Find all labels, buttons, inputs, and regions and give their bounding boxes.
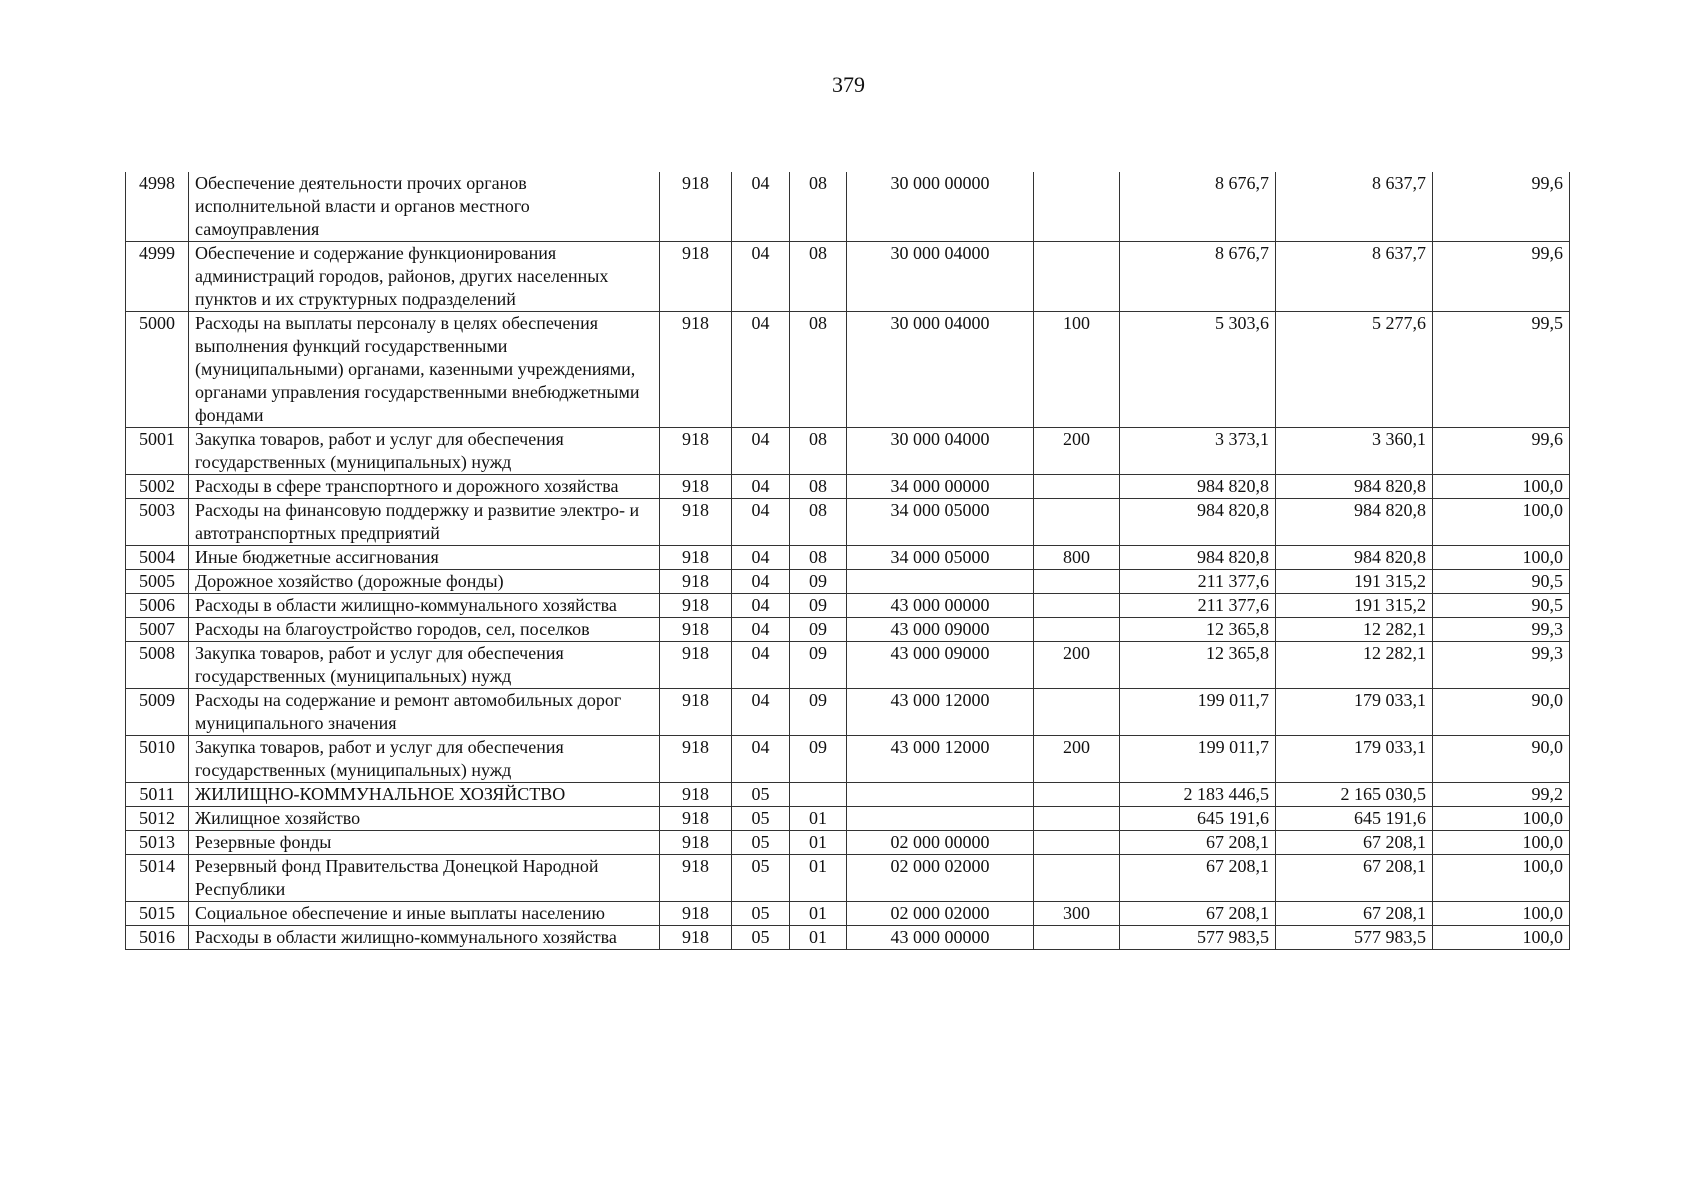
row-target-article: 43 000 09000 bbox=[847, 642, 1034, 689]
row-target-article: 02 000 02000 bbox=[847, 855, 1034, 902]
row-name: Расходы в области жилищно-коммунального хозяйства bbox=[189, 926, 660, 950]
row-name: Расходы на выплаты персоналу в целях обеспечения выполнения функций государственными (муниципальными) органами, казенными учреждениями, органами управления государственными внебюджетными фондами bbox=[189, 312, 660, 428]
row-plan-amount: 5 303,6 bbox=[1120, 312, 1276, 428]
row-target-article: 02 000 02000 bbox=[847, 902, 1034, 926]
row-percent: 100,0 bbox=[1433, 475, 1570, 499]
row-number: 5016 bbox=[126, 926, 189, 950]
row-number: 4999 bbox=[126, 242, 189, 312]
row-actual-amount: 645 191,6 bbox=[1276, 807, 1433, 831]
row-target-article: 43 000 12000 bbox=[847, 689, 1034, 736]
row-expense-type bbox=[1034, 618, 1120, 642]
row-actual-amount: 191 315,2 bbox=[1276, 594, 1433, 618]
row-percent: 100,0 bbox=[1433, 499, 1570, 546]
row-percent: 100,0 bbox=[1433, 807, 1570, 831]
row-section-code: 04 bbox=[732, 172, 790, 242]
row-number: 5002 bbox=[126, 475, 189, 499]
row-target-article: 30 000 00000 bbox=[847, 172, 1034, 242]
row-target-article: 43 000 12000 bbox=[847, 736, 1034, 783]
row-plan-amount: 67 208,1 bbox=[1120, 902, 1276, 926]
row-main-manager-code: 918 bbox=[660, 855, 732, 902]
row-target-article: 43 000 09000 bbox=[847, 618, 1034, 642]
row-actual-amount: 179 033,1 bbox=[1276, 736, 1433, 783]
table-row bbox=[126, 499, 1570, 546]
row-section-code: 04 bbox=[732, 242, 790, 312]
row-percent: 99,6 bbox=[1433, 242, 1570, 312]
row-section-code: 04 bbox=[732, 594, 790, 618]
row-percent: 99,5 bbox=[1433, 312, 1570, 428]
row-section-code: 04 bbox=[732, 642, 790, 689]
row-number: 5009 bbox=[126, 689, 189, 736]
row-number: 5007 bbox=[126, 618, 189, 642]
row-subsection-code: 08 bbox=[790, 428, 847, 475]
row-actual-amount: 8 637,7 bbox=[1276, 172, 1433, 242]
row-plan-amount: 199 011,7 bbox=[1120, 736, 1276, 783]
row-target-article: 30 000 04000 bbox=[847, 312, 1034, 428]
row-main-manager-code: 918 bbox=[660, 618, 732, 642]
row-name: Резервные фонды bbox=[189, 831, 660, 855]
row-section-code: 04 bbox=[732, 618, 790, 642]
row-section-code: 04 bbox=[732, 570, 790, 594]
row-expense-type bbox=[1034, 926, 1120, 950]
row-actual-amount: 984 820,8 bbox=[1276, 475, 1433, 499]
table-row bbox=[126, 428, 1570, 475]
row-percent: 99,3 bbox=[1433, 618, 1570, 642]
row-section-code: 04 bbox=[732, 428, 790, 475]
row-actual-amount: 67 208,1 bbox=[1276, 855, 1433, 902]
row-name: Социальное обеспечение и иные выплаты населению bbox=[189, 902, 660, 926]
row-target-article: 34 000 00000 bbox=[847, 475, 1034, 499]
table-body bbox=[126, 172, 1570, 950]
row-percent: 90,0 bbox=[1433, 736, 1570, 783]
row-expense-type: 200 bbox=[1034, 642, 1120, 689]
row-actual-amount: 12 282,1 bbox=[1276, 642, 1433, 689]
row-number: 5015 bbox=[126, 902, 189, 926]
row-expense-type bbox=[1034, 570, 1120, 594]
row-plan-amount: 984 820,8 bbox=[1120, 475, 1276, 499]
row-section-code: 04 bbox=[732, 546, 790, 570]
row-target-article bbox=[847, 570, 1034, 594]
row-expense-type: 300 bbox=[1034, 902, 1120, 926]
row-name: Расходы на благоустройство городов, сел, поселков bbox=[189, 618, 660, 642]
row-subsection-code: 01 bbox=[790, 807, 847, 831]
row-main-manager-code: 918 bbox=[660, 172, 732, 242]
row-number: 5005 bbox=[126, 570, 189, 594]
row-section-code: 05 bbox=[732, 855, 790, 902]
table-row bbox=[126, 926, 1570, 950]
row-actual-amount: 577 983,5 bbox=[1276, 926, 1433, 950]
row-expense-type bbox=[1034, 855, 1120, 902]
row-name: Жилищное хозяйство bbox=[189, 807, 660, 831]
table-row bbox=[126, 546, 1570, 570]
row-plan-amount: 645 191,6 bbox=[1120, 807, 1276, 831]
row-subsection-code bbox=[790, 783, 847, 807]
row-main-manager-code: 918 bbox=[660, 831, 732, 855]
row-section-code: 04 bbox=[732, 736, 790, 783]
row-actual-amount: 984 820,8 bbox=[1276, 546, 1433, 570]
row-plan-amount: 211 377,6 bbox=[1120, 594, 1276, 618]
row-percent: 90,0 bbox=[1433, 689, 1570, 736]
row-subsection-code: 08 bbox=[790, 312, 847, 428]
row-subsection-code: 08 bbox=[790, 546, 847, 570]
row-actual-amount: 67 208,1 bbox=[1276, 831, 1433, 855]
row-main-manager-code: 918 bbox=[660, 546, 732, 570]
row-target-article: 43 000 00000 bbox=[847, 926, 1034, 950]
table-row bbox=[126, 475, 1570, 499]
row-percent: 100,0 bbox=[1433, 831, 1570, 855]
row-actual-amount: 8 637,7 bbox=[1276, 242, 1433, 312]
row-percent: 100,0 bbox=[1433, 855, 1570, 902]
row-plan-amount: 67 208,1 bbox=[1120, 855, 1276, 902]
table-row bbox=[126, 902, 1570, 926]
row-percent: 100,0 bbox=[1433, 546, 1570, 570]
row-number: 5008 bbox=[126, 642, 189, 689]
row-name: Закупка товаров, работ и услуг для обеспечения государственных (муниципальных) нужд bbox=[189, 428, 660, 475]
row-main-manager-code: 918 bbox=[660, 642, 732, 689]
row-expense-type bbox=[1034, 499, 1120, 546]
row-plan-amount: 2 183 446,5 bbox=[1120, 783, 1276, 807]
row-percent: 99,6 bbox=[1433, 172, 1570, 242]
row-name: ЖИЛИЩНО-КОММУНАЛЬНОЕ ХОЗЯЙСТВО bbox=[189, 783, 660, 807]
row-expense-type bbox=[1034, 689, 1120, 736]
row-name: Расходы на финансовую поддержку и развитие электро- и автотранспортных предприятий bbox=[189, 499, 660, 546]
row-subsection-code: 01 bbox=[790, 902, 847, 926]
row-name: Резервный фонд Правительства Донецкой Народной Республики bbox=[189, 855, 660, 902]
row-percent: 100,0 bbox=[1433, 902, 1570, 926]
row-section-code: 04 bbox=[732, 312, 790, 428]
row-subsection-code: 01 bbox=[790, 855, 847, 902]
row-actual-amount: 12 282,1 bbox=[1276, 618, 1433, 642]
row-expense-type: 200 bbox=[1034, 736, 1120, 783]
row-target-article bbox=[847, 783, 1034, 807]
row-expense-type bbox=[1034, 594, 1120, 618]
row-actual-amount: 5 277,6 bbox=[1276, 312, 1433, 428]
table-row bbox=[126, 689, 1570, 736]
row-subsection-code: 08 bbox=[790, 475, 847, 499]
row-target-article: 43 000 00000 bbox=[847, 594, 1034, 618]
row-subsection-code: 01 bbox=[790, 831, 847, 855]
row-main-manager-code: 918 bbox=[660, 807, 732, 831]
row-target-article: 02 000 00000 bbox=[847, 831, 1034, 855]
row-name: Расходы в области жилищно-коммунального хозяйства bbox=[189, 594, 660, 618]
row-actual-amount: 67 208,1 bbox=[1276, 902, 1433, 926]
row-percent: 99,3 bbox=[1433, 642, 1570, 689]
row-subsection-code: 09 bbox=[790, 736, 847, 783]
row-section-code: 05 bbox=[732, 783, 790, 807]
row-plan-amount: 8 676,7 bbox=[1120, 172, 1276, 242]
row-main-manager-code: 918 bbox=[660, 926, 732, 950]
row-number: 5001 bbox=[126, 428, 189, 475]
row-section-code: 04 bbox=[732, 475, 790, 499]
table-row bbox=[126, 570, 1570, 594]
row-name: Закупка товаров, работ и услуг для обеспечения государственных (муниципальных) нужд bbox=[189, 642, 660, 689]
table-row bbox=[126, 855, 1570, 902]
row-expense-type bbox=[1034, 475, 1120, 499]
row-subsection-code: 09 bbox=[790, 594, 847, 618]
row-section-code: 05 bbox=[732, 902, 790, 926]
row-number: 5013 bbox=[126, 831, 189, 855]
row-subsection-code: 01 bbox=[790, 926, 847, 950]
row-percent: 99,6 bbox=[1433, 428, 1570, 475]
row-name: Закупка товаров, работ и услуг для обеспечения государственных (муниципальных) нужд bbox=[189, 736, 660, 783]
table-row bbox=[126, 618, 1570, 642]
row-main-manager-code: 918 bbox=[660, 499, 732, 546]
row-percent: 99,2 bbox=[1433, 783, 1570, 807]
row-expense-type bbox=[1034, 172, 1120, 242]
row-number: 4998 bbox=[126, 172, 189, 242]
table-row bbox=[126, 172, 1570, 242]
row-subsection-code: 08 bbox=[790, 499, 847, 546]
row-target-article: 34 000 05000 bbox=[847, 499, 1034, 546]
row-expense-type: 200 bbox=[1034, 428, 1120, 475]
row-main-manager-code: 918 bbox=[660, 689, 732, 736]
row-main-manager-code: 918 bbox=[660, 242, 732, 312]
row-name: Расходы в сфере транспортного и дорожного хозяйства bbox=[189, 475, 660, 499]
row-plan-amount: 3 373,1 bbox=[1120, 428, 1276, 475]
row-plan-amount: 67 208,1 bbox=[1120, 831, 1276, 855]
row-number: 5003 bbox=[126, 499, 189, 546]
row-main-manager-code: 918 bbox=[660, 902, 732, 926]
table-row bbox=[126, 312, 1570, 428]
row-subsection-code: 08 bbox=[790, 242, 847, 312]
row-section-code: 05 bbox=[732, 926, 790, 950]
row-section-code: 04 bbox=[732, 499, 790, 546]
row-number: 5012 bbox=[126, 807, 189, 831]
table-row bbox=[126, 783, 1570, 807]
table-row bbox=[126, 594, 1570, 618]
row-target-article: 30 000 04000 bbox=[847, 242, 1034, 312]
row-name: Дорожное хозяйство (дорожные фонды) bbox=[189, 570, 660, 594]
row-number: 5006 bbox=[126, 594, 189, 618]
row-plan-amount: 12 365,8 bbox=[1120, 642, 1276, 689]
row-actual-amount: 3 360,1 bbox=[1276, 428, 1433, 475]
row-section-code: 05 bbox=[732, 807, 790, 831]
row-plan-amount: 12 365,8 bbox=[1120, 618, 1276, 642]
row-expense-type bbox=[1034, 242, 1120, 312]
row-actual-amount: 2 165 030,5 bbox=[1276, 783, 1433, 807]
row-percent: 90,5 bbox=[1433, 594, 1570, 618]
row-target-article: 30 000 04000 bbox=[847, 428, 1034, 475]
row-expense-type bbox=[1034, 831, 1120, 855]
row-subsection-code: 08 bbox=[790, 172, 847, 242]
row-plan-amount: 211 377,6 bbox=[1120, 570, 1276, 594]
row-actual-amount: 984 820,8 bbox=[1276, 499, 1433, 546]
row-number: 5014 bbox=[126, 855, 189, 902]
row-main-manager-code: 918 bbox=[660, 736, 732, 783]
row-percent: 90,5 bbox=[1433, 570, 1570, 594]
row-subsection-code: 09 bbox=[790, 570, 847, 594]
row-subsection-code: 09 bbox=[790, 689, 847, 736]
table-row bbox=[126, 242, 1570, 312]
table-row bbox=[126, 807, 1570, 831]
row-main-manager-code: 918 bbox=[660, 312, 732, 428]
row-actual-amount: 191 315,2 bbox=[1276, 570, 1433, 594]
row-expense-type: 100 bbox=[1034, 312, 1120, 428]
row-number: 5010 bbox=[126, 736, 189, 783]
row-expense-type bbox=[1034, 807, 1120, 831]
row-subsection-code: 09 bbox=[790, 642, 847, 689]
row-main-manager-code: 918 bbox=[660, 594, 732, 618]
row-main-manager-code: 918 bbox=[660, 428, 732, 475]
row-name: Расходы на содержание и ремонт автомобильных дорог муниципального значения bbox=[189, 689, 660, 736]
row-plan-amount: 577 983,5 bbox=[1120, 926, 1276, 950]
row-plan-amount: 199 011,7 bbox=[1120, 689, 1276, 736]
row-name: Иные бюджетные ассигнования bbox=[189, 546, 660, 570]
row-section-code: 05 bbox=[732, 831, 790, 855]
table-row bbox=[126, 736, 1570, 783]
row-target-article bbox=[847, 807, 1034, 831]
table-row bbox=[126, 642, 1570, 689]
row-number: 5004 bbox=[126, 546, 189, 570]
row-percent: 100,0 bbox=[1433, 926, 1570, 950]
table-row bbox=[126, 831, 1570, 855]
row-plan-amount: 984 820,8 bbox=[1120, 499, 1276, 546]
row-actual-amount: 179 033,1 bbox=[1276, 689, 1433, 736]
row-main-manager-code: 918 bbox=[660, 783, 732, 807]
row-plan-amount: 984 820,8 bbox=[1120, 546, 1276, 570]
row-name: Обеспечение и содержание функционирования администраций городов, районов, других населенных пунктов и их структурных подразделений bbox=[189, 242, 660, 312]
row-expense-type bbox=[1034, 783, 1120, 807]
budget-table bbox=[125, 172, 1570, 950]
row-main-manager-code: 918 bbox=[660, 570, 732, 594]
row-section-code: 04 bbox=[732, 689, 790, 736]
row-subsection-code: 09 bbox=[790, 618, 847, 642]
row-number: 5011 bbox=[126, 783, 189, 807]
row-main-manager-code: 918 bbox=[660, 475, 732, 499]
row-name: Обеспечение деятельности прочих органов исполнительной власти и органов местного самоуправления bbox=[189, 172, 660, 242]
row-expense-type: 800 bbox=[1034, 546, 1120, 570]
row-plan-amount: 8 676,7 bbox=[1120, 242, 1276, 312]
row-number: 5000 bbox=[126, 312, 189, 428]
page-number: 379 bbox=[832, 72, 865, 97]
row-target-article: 34 000 05000 bbox=[847, 546, 1034, 570]
